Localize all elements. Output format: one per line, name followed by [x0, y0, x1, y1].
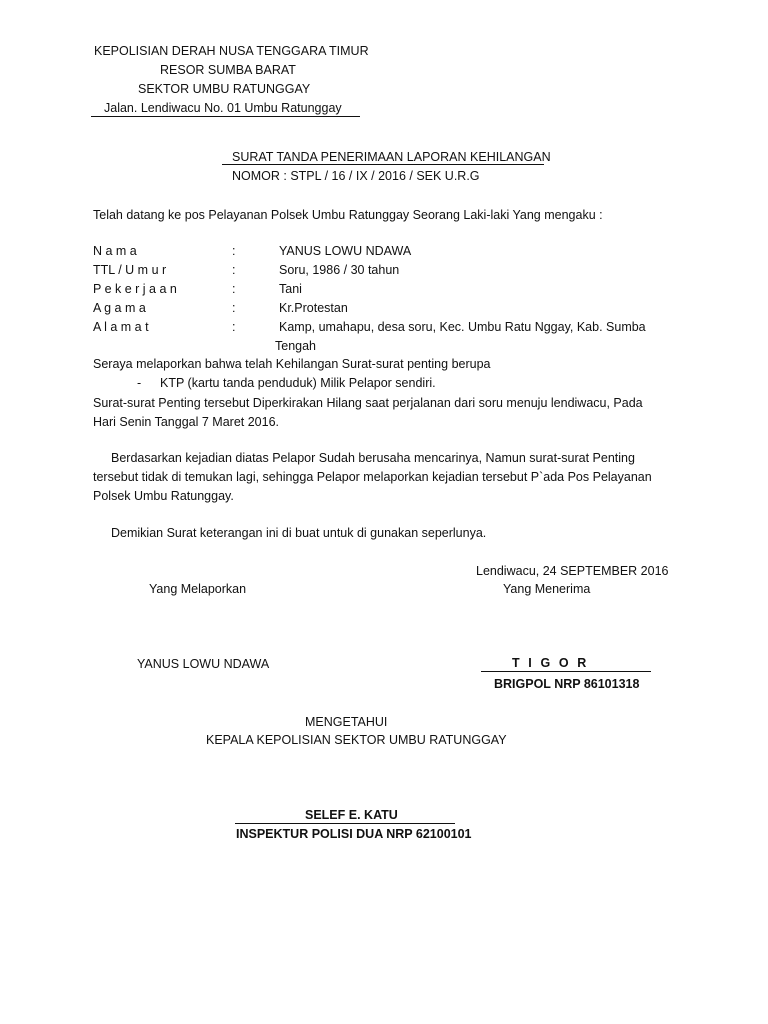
identity-colon: : [232, 263, 236, 277]
chief-signature-line [235, 823, 455, 824]
identity-label-ttl: TTL / U m u r [93, 263, 167, 277]
identity-colon: : [232, 320, 236, 334]
paragraph-2-line-3: Polsek Umbu Ratunggay. [93, 489, 234, 503]
intro-text: Telah datang ke pos Pelayanan Polsek Umbu Ratunggay Seorang Laki-laki Yang mengaku : [93, 208, 603, 222]
document-number: NOMOR : STPL / 16 / IX / 2016 / SEK U.R.G [232, 169, 480, 183]
place-date: Lendiwacu, 24 SEPTEMBER 2016 [476, 564, 669, 578]
paragraph-1-line-1: Surat-surat Penting tersebut Diperkirakan Hilang saat perjalanan dari soru menuju lendiwacu, Pada [93, 396, 643, 410]
paragraph-2-line-1: Berdasarkan kejadian diatas Pelapor Sudah berusaha mencarinya, Namun surat-surat Penting [111, 451, 635, 465]
report-statement: Seraya melaporkan bahwa telah Kehilangan Surat-surat penting berupa [93, 357, 491, 371]
identity-value-name: YANUS LOWU NDAWA [279, 244, 412, 258]
identity-label-religion: A g a m a [93, 301, 146, 315]
header-line-1: KEPOLISIAN DERAH NUSA TENGGARA TIMUR [94, 44, 369, 58]
chief-name: SELEF E. KATU [305, 808, 398, 822]
header-address: Jalan. Lendiwacu No. 01 Umbu Ratunggay [104, 101, 342, 115]
identity-colon: : [232, 301, 236, 315]
document-title: SURAT TANDA PENERIMAAN LAPORAN KEHILANGAN [232, 150, 551, 164]
acknowledge-label: MENGETAHUI [305, 715, 388, 729]
reporter-label: Yang Melaporkan [149, 582, 247, 596]
reporter-name: YANUS LOWU NDAWA [137, 657, 270, 671]
paragraph-2-line-2: tersebut tidak di temukan lagi, sehingga Pelapor melaporkan kejadian tersebut P`ada Pos Pelayanan [93, 470, 652, 484]
identity-label-occupation: P e k e r j a a n [93, 282, 177, 296]
receiver-rank: BRIGPOL NRP 86101318 [494, 677, 640, 691]
identity-label-name: N a m a [93, 244, 137, 258]
receiver-label: Yang Menerima [503, 582, 591, 596]
receiver-signature-line [481, 671, 651, 672]
header-line-3: SEKTOR UMBU RATUNGGAY [138, 82, 311, 96]
identity-colon: : [232, 244, 236, 258]
list-item-ktp: KTP (kartu tanda penduduk) Milik Pelapor sendiri. [160, 376, 436, 390]
title-divider [222, 164, 544, 165]
identity-value-address-continued: Tengah [275, 339, 317, 353]
receiver-name: T I G O R [512, 656, 589, 670]
header-line-2: RESOR SUMBA BARAT [160, 63, 296, 77]
list-item-dash: - [137, 376, 142, 390]
chief-rank: INSPEKTUR POLISI DUA NRP 62100101 [236, 827, 472, 841]
paragraph-1-line-2: Hari Senin Tanggal 7 Maret 2016. [93, 415, 279, 429]
acknowledge-title: KEPALA KEPOLISIAN SEKTOR UMBU RATUNGGAY [206, 733, 507, 747]
identity-value-religion: Kr.Protestan [279, 301, 348, 315]
closing-statement: Demikian Surat keterangan ini di buat untuk di gunakan seperlunya. [111, 526, 487, 540]
identity-label-address: A l a m a t [93, 320, 149, 334]
identity-value-ttl: Soru, 1986 / 30 tahun [279, 263, 400, 277]
header-divider [91, 116, 360, 117]
identity-value-address: Kamp, umahapu, desa soru, Kec. Umbu Ratu Nggay, Kab. Sumba [279, 320, 646, 334]
identity-colon: : [232, 282, 236, 296]
identity-value-occupation: Tani [279, 282, 302, 296]
